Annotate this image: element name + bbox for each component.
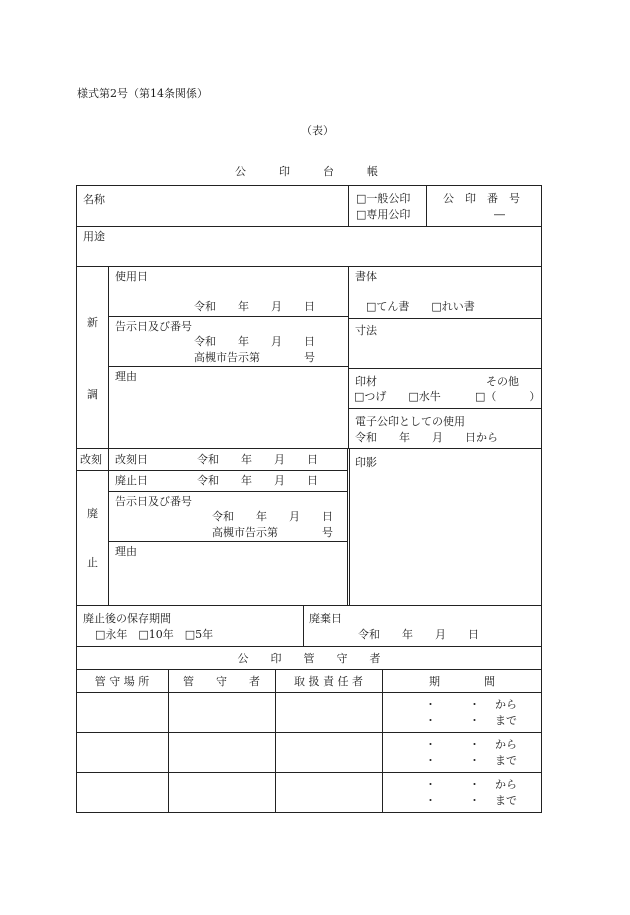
retention-label: 廃止後の保存期間 bbox=[83, 612, 171, 625]
rule bbox=[348, 185, 349, 226]
rule bbox=[76, 772, 542, 773]
rule bbox=[347, 448, 350, 605]
period-from-dots: ・ ・ bbox=[425, 778, 480, 791]
abolish-section-char-2: 止 bbox=[87, 556, 98, 569]
rule bbox=[108, 316, 348, 317]
new-notice-date: 令和 年 月 日 bbox=[194, 335, 315, 348]
front-side-label: （表） bbox=[301, 124, 334, 137]
disposal-label: 廃棄日 bbox=[309, 612, 342, 625]
change-side-label: 改刻 bbox=[80, 453, 102, 466]
new-section-char-1: 新 bbox=[87, 316, 98, 329]
usage-date-value: 令和 年 月 日 bbox=[194, 300, 315, 313]
col-header-custodian: 管 守 者 bbox=[183, 675, 260, 688]
rule bbox=[76, 669, 542, 670]
rule bbox=[76, 605, 542, 606]
period-from-dots: ・ ・ bbox=[425, 738, 480, 751]
new-reason-label: 理由 bbox=[115, 370, 137, 383]
rule bbox=[348, 318, 542, 319]
col-header-period: 期 間 bbox=[429, 675, 495, 688]
rule bbox=[426, 185, 427, 226]
purpose-label: 用途 bbox=[83, 230, 105, 243]
rule bbox=[275, 669, 276, 813]
abolish-notice-label: 告示日及び番号 bbox=[115, 495, 192, 508]
type-general-checkbox[interactable]: □一般公印 bbox=[356, 192, 411, 205]
rule bbox=[303, 605, 304, 646]
rule bbox=[76, 692, 542, 693]
seal-number-dash: ― bbox=[494, 208, 505, 221]
custodian-title: 公 印 管 守 者 bbox=[237, 652, 381, 665]
material-options[interactable]: □つげ □水牛 bbox=[354, 390, 441, 403]
type-special-checkbox[interactable]: □専用公印 bbox=[356, 208, 411, 221]
font-label: 書体 bbox=[355, 270, 377, 283]
rule bbox=[108, 366, 348, 367]
col-header-manager: 取 扱 責 任 者 bbox=[294, 675, 363, 688]
font-options[interactable]: □てん書 □れい書 bbox=[366, 300, 475, 313]
period-from-dots: ・ ・ bbox=[425, 698, 480, 711]
rule bbox=[382, 669, 383, 813]
rule bbox=[108, 266, 109, 605]
material-other-label: その他 bbox=[486, 375, 519, 388]
material-other-checkbox[interactable]: □（ ） bbox=[475, 390, 541, 403]
name-label: 名称 bbox=[83, 193, 105, 206]
abolish-notice-number: 高槻市告示第 号 bbox=[212, 526, 333, 539]
rule bbox=[348, 266, 349, 448]
rule bbox=[348, 408, 542, 409]
form-title: 公 印 台 帳 bbox=[235, 165, 378, 178]
new-notice-label: 告示日及び番号 bbox=[115, 320, 192, 333]
abolish-reason-label: 理由 bbox=[115, 545, 137, 558]
seal-number-label: 公 印 番 号 bbox=[443, 192, 520, 205]
usage-date-label: 使用日 bbox=[115, 270, 148, 283]
period-to-label: まで bbox=[495, 754, 517, 767]
rule bbox=[168, 669, 169, 813]
material-label: 印材 bbox=[355, 375, 377, 388]
rule bbox=[76, 646, 542, 647]
rule bbox=[108, 541, 348, 542]
imprint-label: 印影 bbox=[355, 456, 377, 469]
period-to-dots: ・ ・ bbox=[425, 754, 480, 767]
change-date-value: 令和 年 月 日 bbox=[197, 453, 318, 466]
rule bbox=[76, 448, 542, 449]
period-to-label: まで bbox=[495, 794, 517, 807]
abolish-section-char-1: 廃 bbox=[87, 507, 98, 520]
rule bbox=[76, 470, 348, 471]
rule bbox=[76, 732, 542, 733]
size-label: 寸法 bbox=[355, 324, 377, 337]
rule bbox=[76, 226, 542, 227]
esign-value: 令和 年 月 日から bbox=[355, 431, 498, 444]
abolish-date-label: 廃止日 bbox=[115, 474, 148, 487]
period-to-dots: ・ ・ bbox=[425, 794, 480, 807]
new-section-char-2: 調 bbox=[87, 388, 98, 401]
change-date-label: 改刻日 bbox=[115, 453, 148, 466]
disposal-value: 令和 年 月 日 bbox=[358, 628, 479, 641]
rule bbox=[76, 266, 542, 267]
retention-options[interactable]: □永年 □10年 □5年 bbox=[95, 628, 214, 641]
period-from-label: から bbox=[495, 778, 517, 791]
esign-label: 電子公印としての使用 bbox=[355, 415, 465, 428]
period-from-label: から bbox=[495, 738, 517, 751]
new-notice-number: 高槻市告示第 号 bbox=[194, 351, 315, 364]
rule bbox=[108, 491, 348, 492]
abolish-date-value: 令和 年 月 日 bbox=[197, 474, 318, 487]
period-to-label: まで bbox=[495, 714, 517, 727]
abolish-notice-date: 令和 年 月 日 bbox=[212, 510, 333, 523]
col-header-location: 管 守 場 所 bbox=[94, 675, 150, 688]
period-to-dots: ・ ・ bbox=[425, 714, 480, 727]
period-from-label: から bbox=[495, 698, 517, 711]
rule bbox=[348, 368, 542, 369]
form-number: 様式第2号（第14条関係） bbox=[77, 87, 208, 100]
